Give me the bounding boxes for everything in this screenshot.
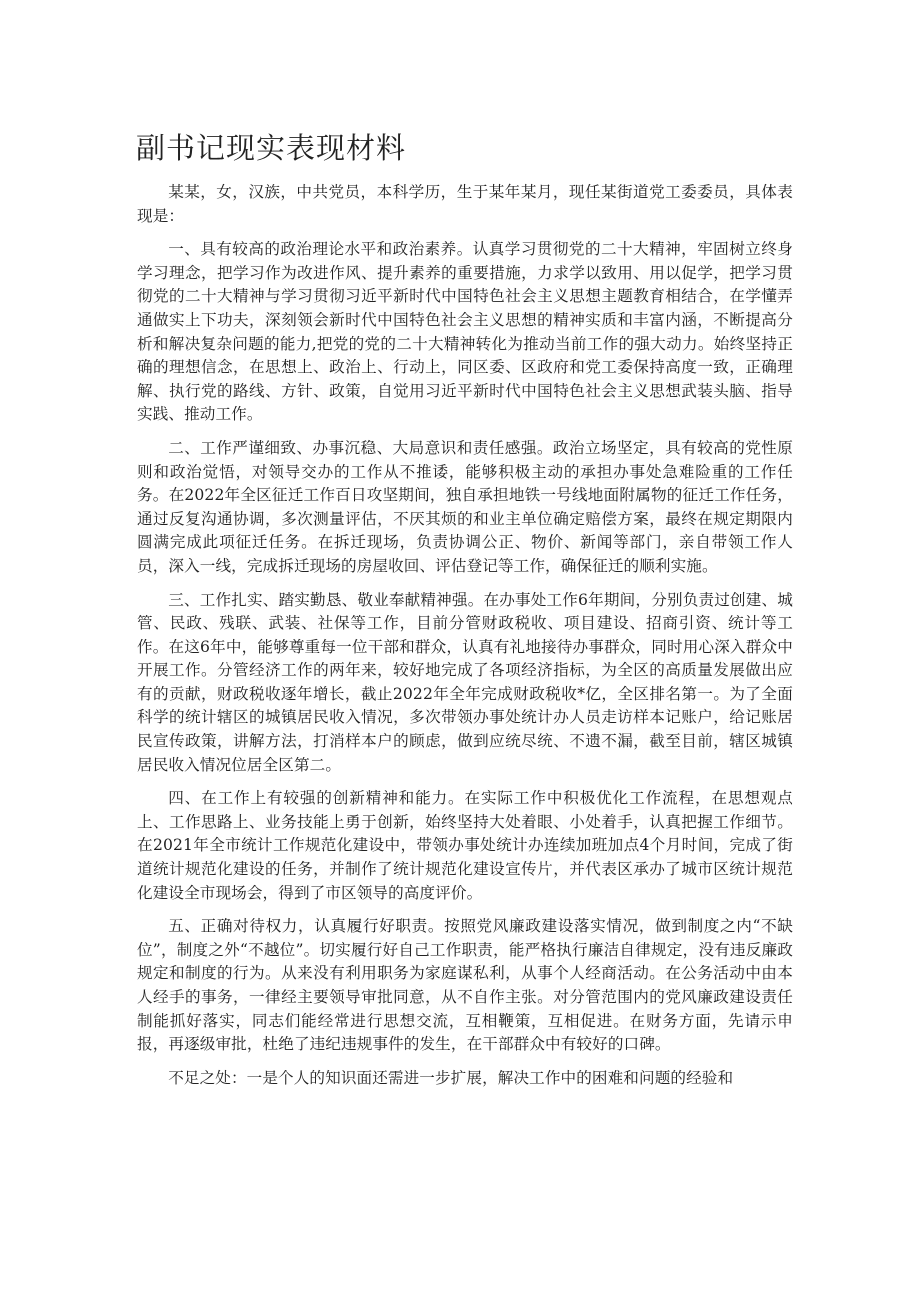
paragraph-dedication: 三、工作扎实、踏实勤恳、敬业奉献精神强。在办事处工作6年期间，分别负责过创建、城管、民政、残联、武装、社保等工作，目前分管财政税收、项目建设、招商引资、统计等工作。在这6年中，能够尊重每一位干部和群众，认真有礼地接待办事群众，同时用心深入群众中开展工作。分管经济工作的两年来，较好地完成了各项经济指标，为全区的高质量发展做出应有的贡献，财政税收逐年增长，截止2022年全年完成财政税收*亿，全区排名第一。为了全面科学的统计辖区的城镇居民收入情况，多次带领办事处统计办人员走访样本记账户，给记账居民宣传政策，讲解方法，打消样本户的顾虑，做到应统尽统、不遗不漏，截至目前，辖区城镇居民收入情况位居全区第二。 [137,590,793,774]
paragraph-intro: 某某，女，汉族，中共党员，本科学历，生于某年某月，现任某街道党工委委员，具体表现是： [137,183,793,225]
paragraph-integrity: 五、正确对待权力，认真履行好职责。按照党风廉政建设落实情况，做到制度之内“不缺位”，制度之外“不越位”。切实履行好自己工作职责，能严格执行廉洁自律规定，没有违反廉政规定和制度的行为。从来没有利用职务为家庭谋私利，从事个人经商活动。在公务活动中由本人经手的事务，一律经主要领导审批同意，从不自作主张。对分管范围内的党风廉政建设责任制能抓好落实，同志们能经常进行思想交流，互相鞭策，互相促进。在财务方面，先请示申报，再逐级审批，杜绝了违纪违规事件的发生，在干部群众中有较好的口碑。 [137,917,793,1054]
paragraph-innovation: 四、在工作上有较强的创新精神和能力。在实际工作中积极优化工作流程，在思想观点上、工作思路上、业务技能上勇于创新，始终坚持大处着眼、小处着手，认真把握工作细节。在2021年全市统计工作规范化建设中，带领办事处统计办连续加班加点4个月时间，完成了街道统计规范化建设的任务，并制作了统计规范化建设宣传片，并代表区承办了城市区统计规范化建设全市现场会，得到了市区领导的高度评价。 [137,789,793,902]
paragraph-work-rigor: 二、工作严谨细致、办事沉稳、大局意识和责任感强。政治立场坚定，具有较高的党性原则和政治觉悟，对领导交办的工作从不推诿，能够积极主动的承担办事处急难险重的工作任务。在2022年全区征迁工作百日攻坚期间，独自承担地铁一号线地面附属物的征迁工作任务，通过反复沟通协调，多次测量评估，不厌其烦的和业主单位确定赔偿方案，最终在规定期限内圆满完成此项征迁任务。在拆迁现场，负责协调公正、物价、新闻等部门，亲自带领工作人员，深入一线，完成拆迁现场的房屋收回、评估登记等工作，确保征迁的顺利实施。 [137,438,793,575]
paragraph-political-theory: 一、具有较高的政治理论水平和政治素养。认真学习贯彻党的二十大精神，牢固树立终身学习理念，把学习作为改进作风、提升素养的重要措施，力求学以致用、用以促学，把学习贯彻党的二十大精神与学习贯彻习近平新时代中国特色社会主义思想主题教育相结合，在学懂弄通做实上下功夫，深刻领会新时代中国特色社会主义思想的精神实质和丰富内涵，不断提高分析和解决复杂问题的能力,把党的党的二十大精神转化为推动当前工作的强大动力。始终坚持正确的理想信念，在思想上、政治上、行动上，同区委、区政府和党工委保持高度一致，正确理解、执行党的路线、方针、政策，自觉用习近平新时代中国特色社会主义思想武装头脑、指导实践、推动工作。 [137,240,793,424]
document-body [137,181,793,1291]
paragraph-shortcomings: 不足之处：一是个人的知识面还需进一步扩展，解决工作中的困难和问题的经验和 [168,1068,734,1087]
document-title: 副书记现实表现材料 [136,131,407,165]
